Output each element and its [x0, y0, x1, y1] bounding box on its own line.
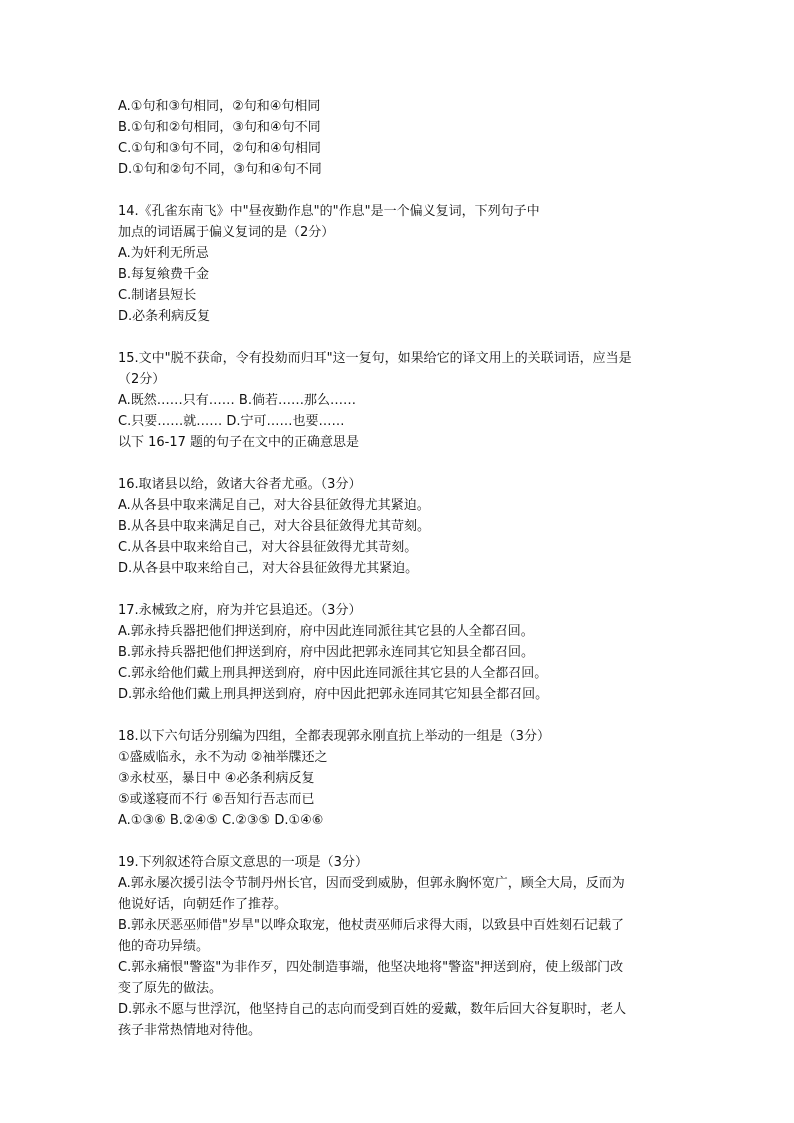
q15-stem-line-2: （2分） [118, 372, 166, 387]
question-16 [118, 474, 678, 579]
q18-items-3-4: ③永杖巫，暴日中 ④必条利病反复 [118, 771, 315, 786]
q15-options-ab: A.既然……只有…… B.倘若……那么…… [118, 393, 356, 408]
q19-option-a-line-2: 他说好话，向朝廷作了推荐。 [118, 897, 288, 912]
q19-option-d-line-2: 孩子非常热情地对待他。 [118, 1023, 262, 1038]
q14-option-d: D.必条利病反复 [118, 309, 211, 324]
q14-option-c: C.制诸县短长 [118, 288, 197, 303]
q16-option-c: C.从各县中取来给自己，对大谷县征敛得尤其苛刻。 [118, 540, 418, 555]
question-17 [118, 600, 678, 705]
q13-option-a: A.①句和③句相同，②句和④句相同 [118, 99, 321, 114]
q16-option-b: B.从各县中取来满足自己，对大谷县征敛得尤其苛刻。 [118, 519, 431, 534]
q13-option-c: C.①句和③句不同，②句和④句相同 [118, 141, 321, 156]
q18-stem: 18.以下六句话分别编为四组，全都表现郭永刚直抗上举动的一组是（3分） [118, 729, 550, 744]
q17-option-b: B.郭永持兵器把他们押送到府，府中因此把郭永连同其它知县全都召回。 [118, 645, 535, 660]
q14-stem-line-2: 加点的词语属于偏义复词的是（2分） [118, 225, 335, 240]
q18-options: A.①③⑥ B.②④⑤ C.②③⑤ D.①④⑥ [118, 813, 324, 828]
q14-option-a: A.为奸利无所忌 [118, 246, 209, 261]
q13-option-b: B.①句和②句相同，③句和④句不同 [118, 120, 321, 135]
question-19 [118, 852, 678, 1041]
q19-stem: 19.下列叙述符合原文意思的一项是（3分） [118, 855, 368, 870]
q16-option-d: D.从各县中取来给自己，对大谷县征敛得尤其紧迫。 [118, 561, 419, 576]
question-18 [118, 726, 678, 831]
question-13-options [118, 96, 678, 180]
q15-stem-line-1: 15.文中"脱不获命，令有投劾而归耳"这一复句，如果给它的译文用上的关联词语，应当是 [118, 351, 632, 366]
q19-option-a-line-1: A.郭永屡次援引法令节制丹州长官，因而受到威胁，但郭永胸怀宽广，顾全大局，反而为 [118, 876, 625, 891]
q14-stem-line-1: 14.《孔雀东南飞》中"昼夜勤作息"的"作息"是一个偏义复词，下列句子中 [118, 204, 540, 219]
q19-option-d-line-1: D.郭永不愿与世浮沉，他坚持自己的志向而受到百姓的爱戴，数年后回大谷复职时，老人 [118, 1002, 627, 1017]
q16-option-a: A.从各县中取来满足自己，对大谷县征敛得尤其紧迫。 [118, 498, 430, 513]
spacer [118, 453, 678, 474]
spacer [118, 327, 678, 348]
spacer [118, 705, 678, 726]
q19-option-c-line-2: 变了原先的做法。 [118, 981, 223, 996]
q17-option-a: A.郭永持兵器把他们押送到府，府中因此连同派往其它县的人全都召回。 [118, 624, 534, 639]
q13-option-d: D.①句和②句不同，③句和④句不同 [118, 162, 322, 177]
q17-option-c: C.郭永给他们戴上刑具押送到府，府中因此连同派往其它县的人全都召回。 [118, 666, 548, 681]
q19-option-b-line-1: B.郭永厌恶巫师借"岁旱"以哗众取宠，他杖责巫师后求得大雨，以致县中百姓刻石记载了 [118, 918, 625, 933]
spacer [118, 180, 678, 201]
question-14 [118, 201, 678, 327]
spacer [118, 831, 678, 852]
q18-items-5-6: ⑤或遂寝而不行 ⑥吾知行吾志而已 [118, 792, 315, 807]
q16-stem: 16.取诸县以给，敛诸大谷者尤亟。（3分） [118, 477, 362, 492]
q19-option-b-line-2: 他的奇功异绩。 [118, 939, 210, 954]
spacer [118, 579, 678, 600]
q14-option-b: B.每复飨费千金 [118, 267, 210, 282]
document-page [118, 96, 678, 1041]
q18-items-1-2: ①盛威临永，永不为动 ②袖举牒还之 [118, 750, 328, 765]
q17-stem: 17.永械致之府，府为并它县追还。（3分） [118, 603, 362, 618]
q17-option-d: D.郭永给他们戴上刑具押送到府，府中因此把郭永连同其它知县全都召回。 [118, 687, 549, 702]
q15-options-cd: C.只要……就…… D.宁可……也要…… [118, 414, 345, 429]
q19-option-c-line-1: C.郭永痛恨"警盗"为非作歹，四处制造事端，他坚决地将"警盗"押送到府，使上级部门改 [118, 960, 624, 975]
question-15 [118, 348, 678, 453]
q16-17-instruction: 以下 16-17 题的句子在文中的正确意思是 [118, 435, 360, 450]
